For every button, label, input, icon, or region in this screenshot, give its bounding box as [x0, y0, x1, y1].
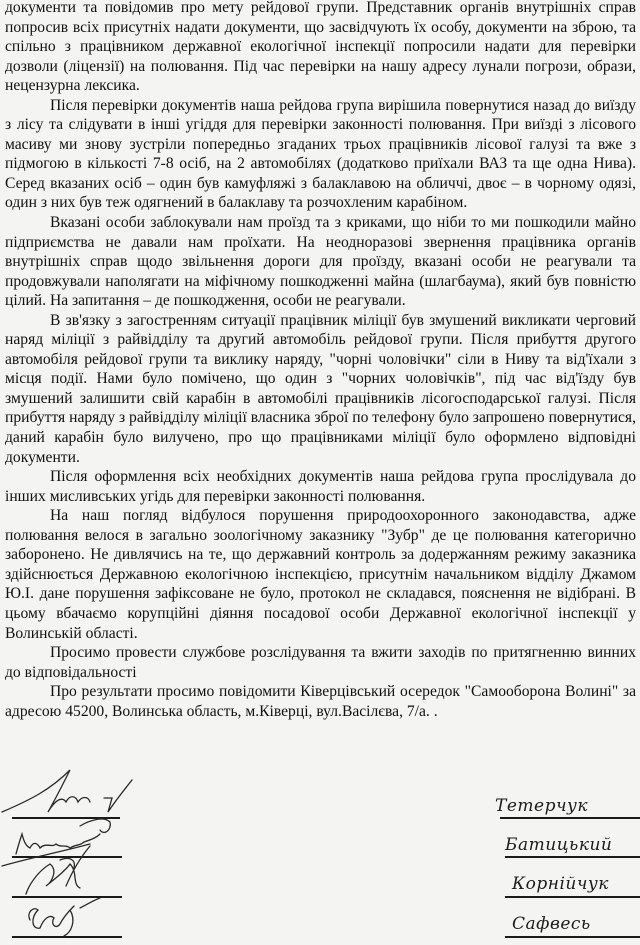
document-body: [5, 0, 636, 721]
paragraph: Після перевірки документів наша рейдова група вирішила повернутися назад до виїзду з лісу та слідувати в інші угіддя для перевірки законності полювання. При виїзді з лісового масиву ми знову зустріли попередньо згаданих трьох працівників лісової галузі та вже з підмогою в кількості 7-8 осіб, на 2 автомобілях (додатково приїхали ВАЗ та ще одна Нива). Серед вказаних осіб – один був камуфляжі з балаклавою на обличчі, двоє – в чорному одязі, один з них був теж одягнений в балаклаву та розчохленим карабіном.: [5, 96, 636, 212]
paragraph: Просимо провести службове розслідування та вжити заходів по притягненню винних до відповідальності: [5, 644, 636, 681]
paragraph: Після оформлення всіх необхідних документів наша рейдова група прослідувала до інших мисливських угідь для перевірки законності полювання.: [5, 468, 636, 505]
signature-2: [2, 819, 110, 886]
paragraph: документи та повідомив про мету рейдової групи. Представник органів внутрішніх справ попросив всіх присутніх надати документи, що засвідчують їх особу, документи на зброю, та спільно з працівником державної екологічної інспекції попросили надати для перевірки дозволи (ліцензії) на полювання. Під час перевірки на нашу адресу лунали погрози, образи, нецензурна лексика.: [5, 0, 636, 95]
signature-1: [2, 770, 132, 812]
signature-line: [500, 817, 640, 819]
signature-block: [0, 760, 640, 945]
paragraph: Про результати просимо повідомити Ківерцівський осередок "Самооборона Волині" за адресою 45200, Волинська область, м.Ківерці, вул.Васілєва, 7/а. .: [5, 683, 636, 720]
signature-line: [505, 856, 640, 858]
signature-line: [505, 936, 640, 938]
signature-name: Батицький: [505, 835, 613, 855]
paragraph: В зв'язку з загостренням ситуації працівник міліції був змушений викликати черговий наряд міліції з райвідділу та другий автомобіль рейдової групи. Після прибуття другого автомобіля рейдової групи та виклику наряду, "чорні чоловічки" сіли в Ниву та від'їхали з місця події. Нами було помічено, що один з "чорних чоловічків", під час від'їзду був змушений залишити свій карабін в автомобілі працівників лісогосподарської галузі. Після прибуття наряду з райвідділу міліції власника зброї по телефону було запрошено повернутися, даний карабін було вилучено, про що працівниками міліції було оформлено відповідні документи.: [5, 311, 636, 466]
signature-name: Тетерчук: [495, 796, 589, 816]
paragraph: На наш погляд відбулося порушення природоохоронного законодавства, адже полювання велося в загально зоологічному заказнику "Зубр" де це полювання категорично заборонено. Не дивлячись на те, що державний контроль за додержанням режиму заказника здійснюється Державною екологічною інспекцією, присутнім начальником відділу Джамом Ю.І. дане порушення зафіксоване не було, протокол не складався, пояснення не відібрані. В цьому вбачаємо корупційні діяння посадової особи Державної екологічної інспекції у Волинській області.: [5, 507, 636, 642]
signature-line: [505, 896, 640, 898]
paragraph: Вказані особи заблокували нам проїзд та з криками, що ніби то ми пошкодили майно підприємства не давали нам проїхати. На неодноразові звернення працівника органів внутрішніх справ щодо звільнення дороги для проїзду, вказані особи не реагували та продовжували наполягати на міфічному пошкодженні майна (шлагбаума), який був повністю цілий. На запитання – де пошкодження, особи не реагували.: [5, 214, 636, 310]
signature-4: [29, 898, 100, 936]
signature-3: [26, 858, 80, 894]
signature-name: Сафвесь: [512, 914, 591, 934]
signature-name: Корнійчук: [512, 874, 609, 894]
